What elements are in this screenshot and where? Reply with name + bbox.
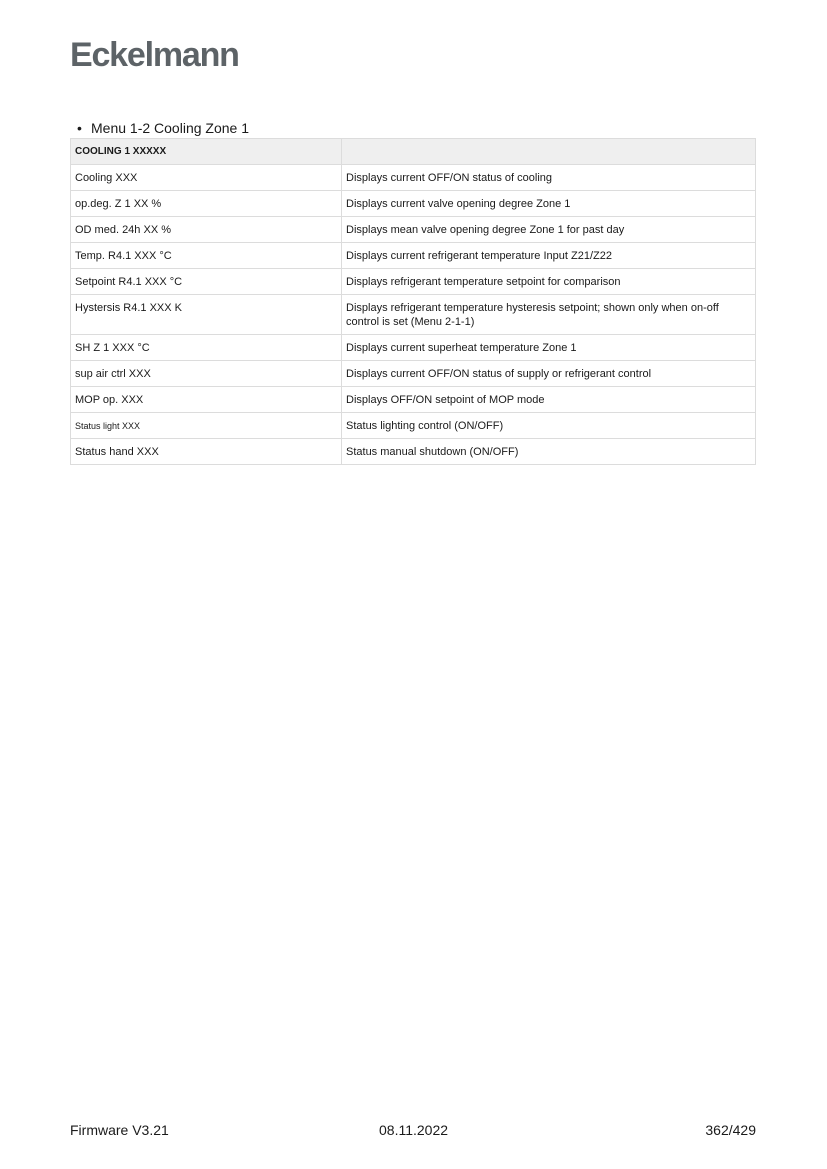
description-cell: Displays current superheat temperature Zone 1: [342, 335, 756, 361]
parameter-cell: Status hand XXX: [71, 439, 342, 465]
table-row: [71, 217, 756, 243]
eckelmann-logo: Eckelmann: [70, 36, 239, 74]
parameter-cell: op.deg. Z 1 XX %: [71, 191, 342, 217]
table-row: [71, 165, 756, 191]
table-row: [71, 191, 756, 217]
footer-date: 08.11.2022: [379, 1122, 449, 1138]
description-cell: Displays current OFF/ON status of cooling: [342, 165, 756, 191]
table-row: [71, 335, 756, 361]
parameter-cell: Cooling XXX: [71, 165, 342, 191]
table-row: [71, 295, 756, 335]
table-row: [71, 387, 756, 413]
parameter-cell: SH Z 1 XXX °C: [71, 335, 342, 361]
parameter-cell: Setpoint R4.1 XXX °C: [71, 269, 342, 295]
description-cell: Displays OFF/ON setpoint of MOP mode: [342, 387, 756, 413]
parameter-cell: Status light XXX: [71, 413, 342, 439]
description-cell: Displays mean valve opening degree Zone 1 for past day: [342, 217, 756, 243]
description-cell: Status manual shutdown (ON/OFF): [342, 439, 756, 465]
parameter-cell: MOP op. XXX: [71, 387, 342, 413]
table-row: [71, 269, 756, 295]
footer-page-number: 362/429: [705, 1122, 756, 1138]
table-header-cell: [342, 139, 756, 165]
table-header-row: [71, 139, 756, 165]
table-row: [71, 361, 756, 387]
description-cell: Displays current refrigerant temperature Input Z21/Z22: [342, 243, 756, 269]
section-title: Menu 1-2 Cooling Zone 1: [91, 120, 249, 136]
section-heading: [77, 120, 249, 136]
description-cell: Displays refrigerant temperature hysteresis setpoint; shown only when on-off control is set (Menu 2-1-1): [342, 295, 756, 335]
description-cell: Displays current valve opening degree Zone 1: [342, 191, 756, 217]
menu-table: [70, 138, 756, 465]
parameter-cell: OD med. 24h XX %: [71, 217, 342, 243]
description-cell: Displays current OFF/ON status of supply or refrigerant control: [342, 361, 756, 387]
parameter-cell: sup air ctrl XXX: [71, 361, 342, 387]
bullet: •: [77, 120, 82, 136]
description-cell: Displays refrigerant temperature setpoint for comparison: [342, 269, 756, 295]
table-row: [71, 439, 756, 465]
parameter-cell: Temp. R4.1 XXX °C: [71, 243, 342, 269]
table-row: [71, 413, 756, 439]
footer-firmware: Firmware V3.21: [70, 1122, 169, 1138]
table-header-cell: COOLING 1 XXXXX: [71, 139, 342, 165]
description-cell: Status lighting control (ON/OFF): [342, 413, 756, 439]
parameter-cell: Hystersis R4.1 XXX K: [71, 295, 342, 335]
table-row: [71, 243, 756, 269]
